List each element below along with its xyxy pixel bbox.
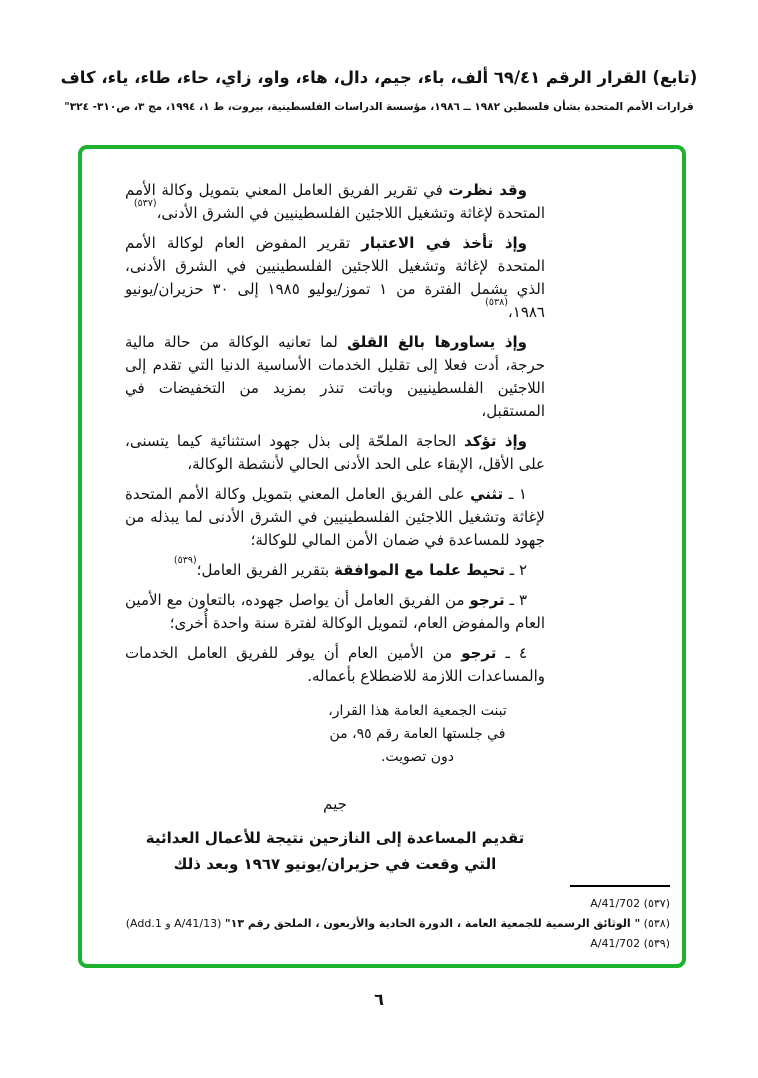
item-text: بتقرير الفريق العامل؛ (196, 561, 334, 579)
paragraph-text: في تقرير الفريق العامل المعني بتمويل وكالة الأمم المتحدة لإغاثة وتشغيل اللاجئين الفلسطينيين في الشرق الأدنى، (125, 181, 545, 222)
paragraph-lead: وإذ تأخذ في الاعتبار (361, 234, 527, 252)
operative-item-1 (125, 483, 545, 552)
adoption-note-line: تبنت الجمعية العامة هذا القرار، (328, 703, 507, 719)
footnote-ref-537: (٥٣٧) (133, 198, 157, 209)
footnotes-block (82, 885, 682, 954)
footnote-539 (122, 934, 670, 954)
green-border-box (78, 145, 686, 968)
footnote-text-bold: " الوثائق الرسمية للجمعية العامة ، الدورة الحادية والأربعون ، الملحق رقم ١٣" (224, 917, 641, 930)
resolution-body (125, 179, 545, 877)
section-title-line: التي وقعت في حزيران/يونيو ١٩٦٧ وبعد ذلك (173, 855, 497, 873)
section-title-line: تقديم المساعدة إلى النازحين نتيجة للأعمال العدائية (145, 829, 525, 847)
item-number: ١ ـ (508, 485, 527, 503)
item-number: ٢ ـ (509, 561, 527, 579)
paragraph-text: الحاجة الملحّة إلى بذل جهود استثنائية كيما يتسنى، على الأقل، الإبقاء على الحد الأدنى الحالي لأنشطة الوكالة، (125, 432, 545, 473)
item-lead: ترجو (461, 644, 497, 662)
paragraph-lead: وإذ تؤكد (464, 432, 528, 450)
operative-item-4 (125, 642, 545, 688)
item-text: من الفريق العامل أن يواصل جهوده، بالتعاون مع الأمين العام والمفوض العام، لتمويل الوكالة لفترة سنة واحدة أُخرى؛ (125, 591, 545, 632)
item-number: ٤ ـ (505, 644, 527, 662)
preamble-paragraph (125, 331, 545, 423)
footnote-538 (122, 914, 670, 934)
footnote-text: A/41/702 (590, 897, 641, 910)
operative-item-3 (125, 589, 545, 635)
preamble-paragraph (125, 430, 545, 476)
footnote-537 (122, 894, 670, 914)
page-title: (تابع) القرار الرقم ٦٩/٤١ ألف، باء، جيم، دال، هاء، واو، زاي، حاء، طاء، ياء، كاف (60, 68, 698, 87)
adoption-note-line: في جلستها العامة رقم ٩٥، من (329, 726, 506, 742)
item-lead: ترجو (469, 591, 505, 609)
paragraph-lead: وقد نظرت (448, 181, 528, 199)
footnote-text: A/41/702 (590, 937, 641, 950)
paragraph-lead: وإذ يساورها بالغ القلق (347, 333, 527, 351)
footnote-marker: (٥٣٨) (643, 917, 670, 930)
footnote-marker: (٥٣٩) (643, 937, 670, 950)
section-letter: جيم (323, 795, 347, 813)
source-citation: قرارات الأمم المتحدة بشأن فلسطين ١٩٨٢ ــ ١٩٨٦، مؤسسة الدراسات الفلسطينية، بيروت، ط ١، ١٩٩٤، مج ٣، ص٣١٠- ٣٢٤" (64, 101, 694, 113)
item-lead: تثني (470, 485, 504, 503)
footnote-separator (570, 885, 670, 887)
paragraph-text: تقرير المفوض العام لوكالة الأمم المتحدة لإغاثة وتشغيل اللاجئين الفلسطينيين في الشرق الأدنى، الذي يشمل الفترة من ١ تموز/يوليو ١٩٨٥ إلى ٣٠ حزيران/يونيو ١٩٨٦، (125, 234, 546, 321)
footnote-marker: (٥٣٧) (643, 897, 670, 910)
item-number: ٣ ـ (509, 591, 527, 609)
item-text: على الفريق العامل المعني بتمويل وكالة الأمم المتحدة لإغاثة وتشغيل اللاجئين الفلسطينيين في الشرق الأدنى لما يبذله من جهود للمساعدة في ضمان الأمن المالي للوكالة؛ (125, 485, 545, 549)
item-text: من الأمين العام أن يوفر للفريق العامل الخدمات والمساعدات اللازمة للاضطلاع بأعماله. (125, 644, 545, 685)
footnote-text: (A/41/13 و Add.1) (125, 917, 225, 930)
footnote-ref-539: (٥٣٩) (173, 555, 197, 566)
page-number: ٦ (374, 990, 384, 1009)
item-lead: تحيط علما مع الموافقة (334, 561, 505, 579)
adoption-note (320, 700, 515, 769)
footnote-ref-538: (٥٣٨) (485, 297, 508, 308)
preamble-paragraph (125, 179, 545, 225)
adoption-note-line: دون تصويت. (380, 749, 455, 765)
operative-item-2 (125, 555, 545, 582)
preamble-paragraph (125, 232, 545, 324)
next-section-heading (125, 795, 545, 877)
paragraph-text: لما تعانيه الوكالة من حالة مالية حرجة، أدت فعلا إلى تقليل الخدمات الأساسية الدنيا التي تقدم إلى اللاجئين الفلسطينيين وباتت تنذر بمزيد من التخفيضات في المستقبل، (125, 333, 545, 420)
